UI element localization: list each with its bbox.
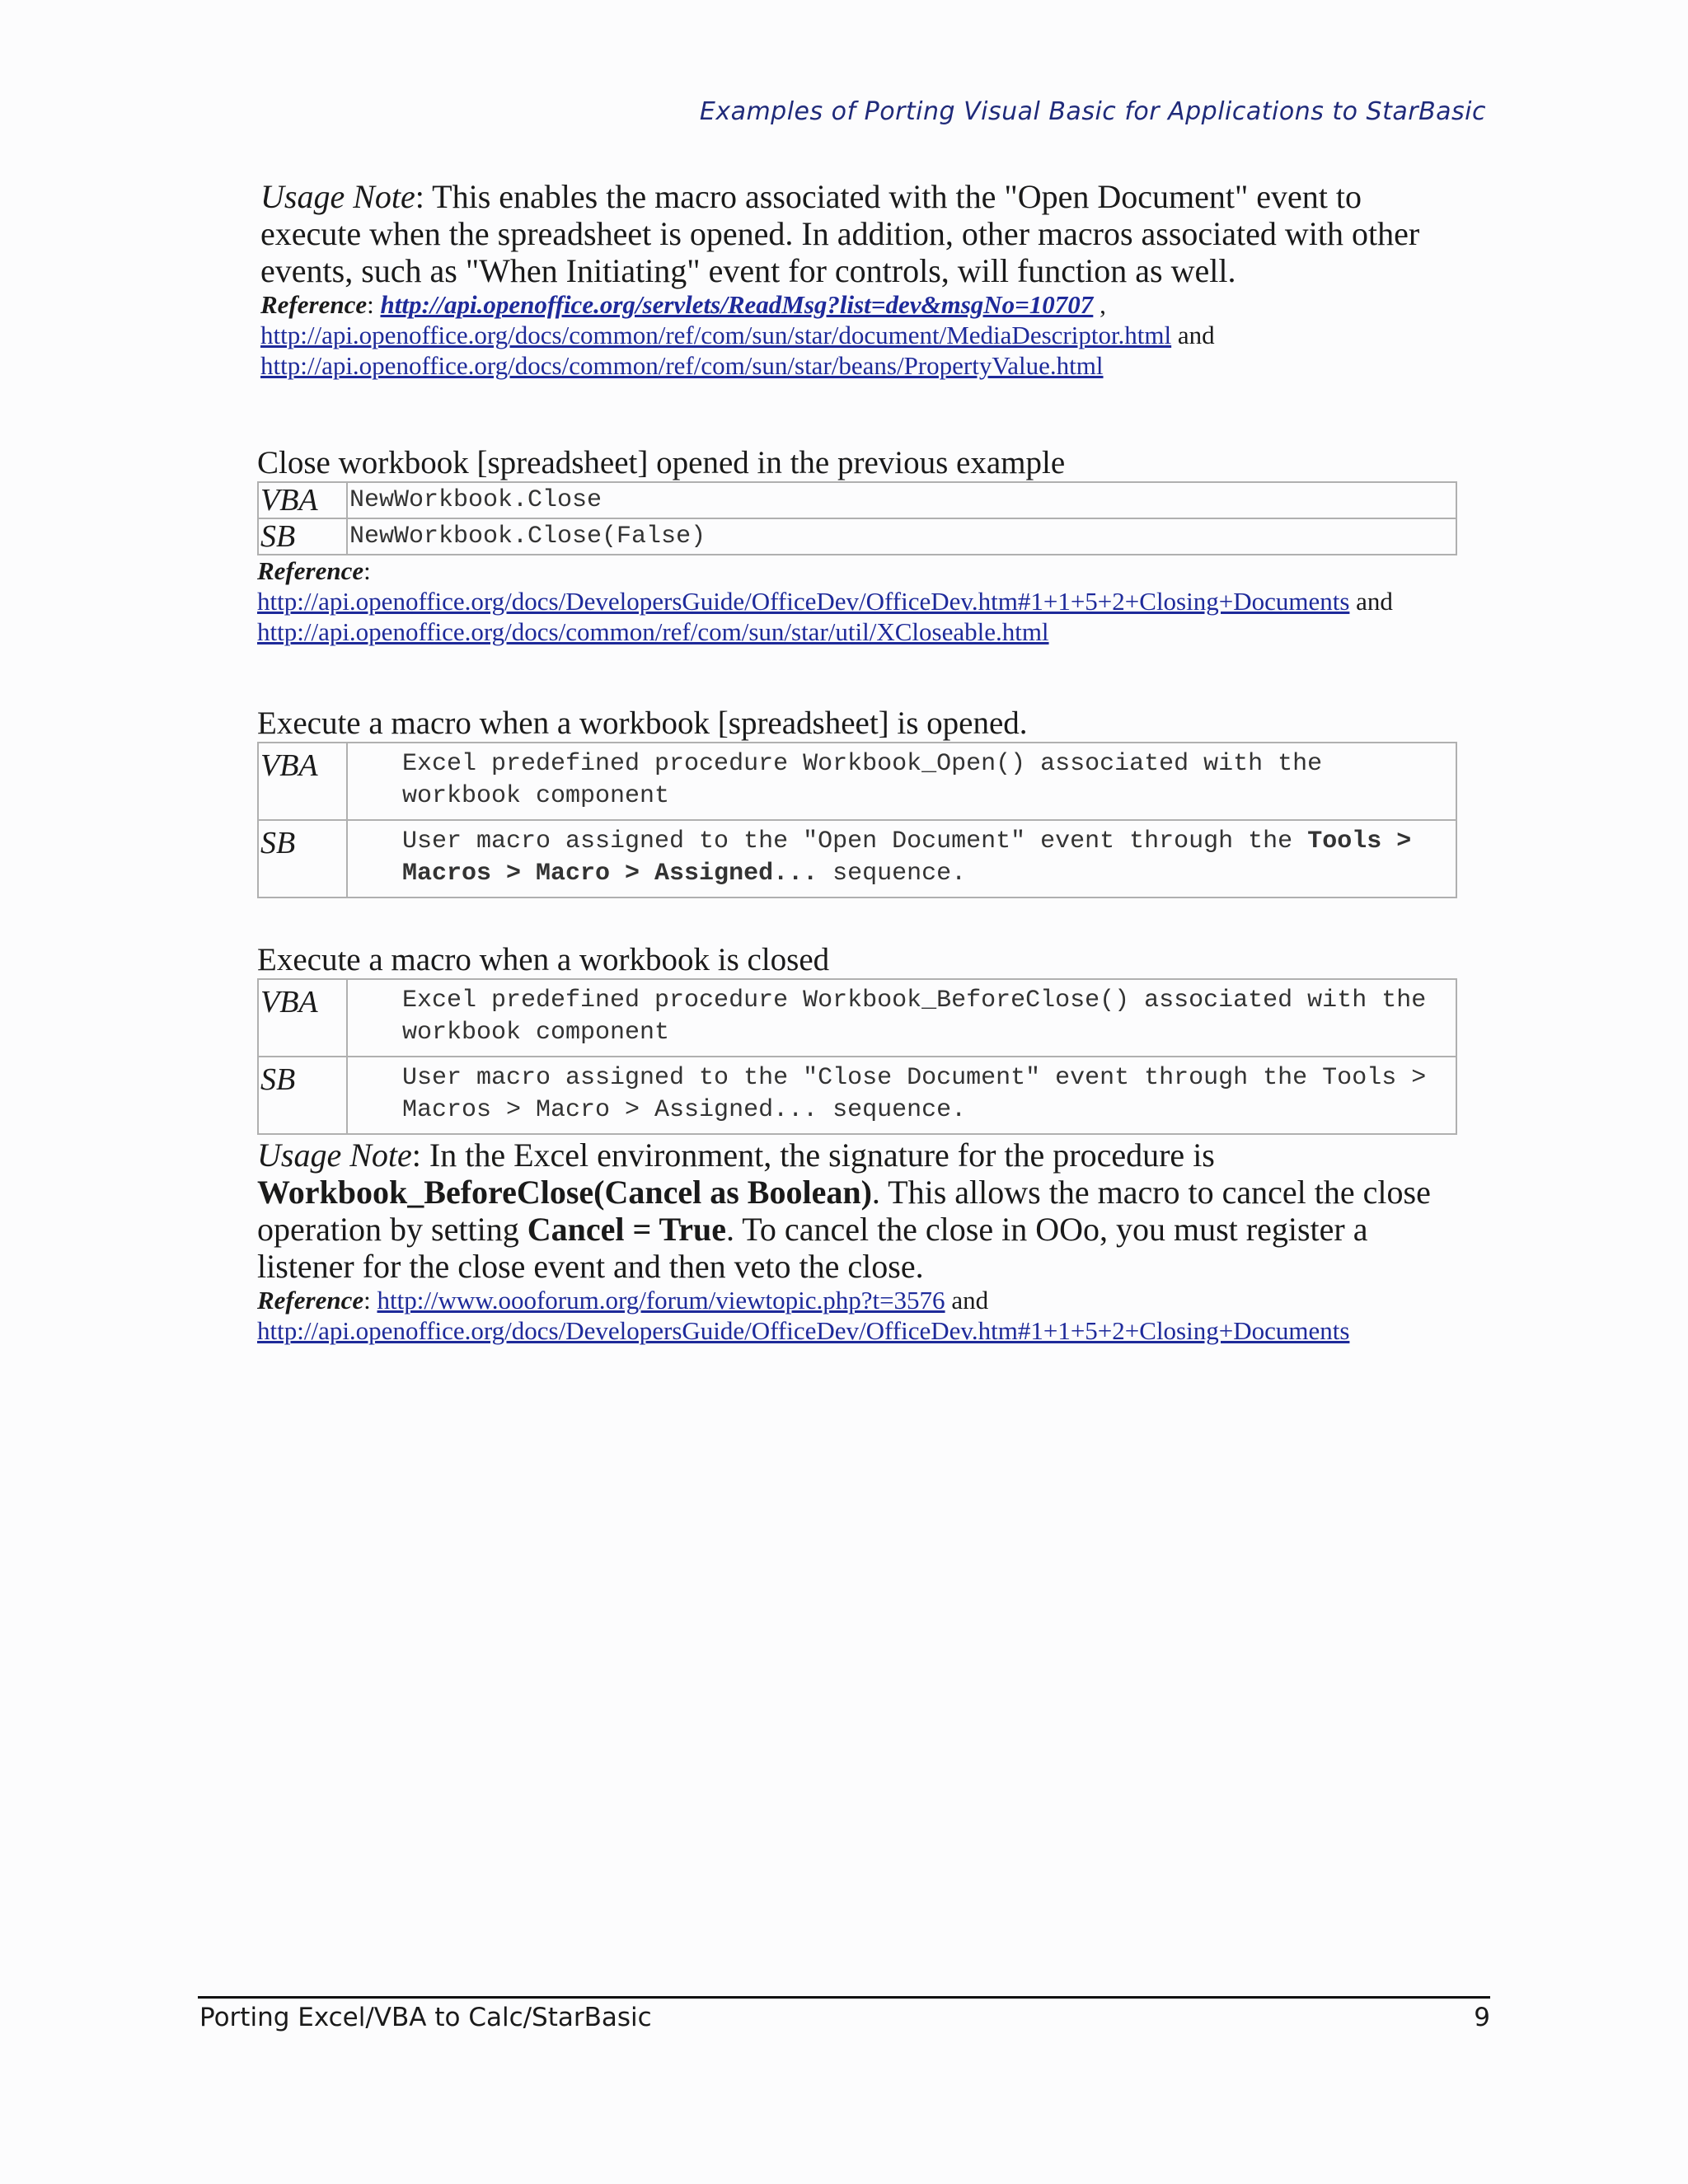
code-cell: NewWorkbook.Close(False) xyxy=(347,518,1456,555)
intro-usage-note: Usage Note: This enables the macro associated with the "Open Document" event to execute when the spreadsheet is opened. In addition, other macros associated with other events, such as "When Initiating" event for controls, will function as well. xyxy=(260,178,1420,289)
reference-link[interactable]: http://api.openoffice.org/docs/common/ref/com/sun/star/document/MediaDescriptor.html xyxy=(260,321,1172,349)
reference-link[interactable]: http://www.oooforum.org/forum/viewtopic.php?t=3576 xyxy=(377,1286,945,1315)
comparison-table xyxy=(257,742,1457,898)
usage-note-label: Usage Note xyxy=(260,178,415,215)
footer-title: Porting Excel/VBA to Calc/StarBasic xyxy=(199,2003,652,2032)
close-workbook-section xyxy=(257,445,1459,647)
lang-cell: SB xyxy=(258,1057,347,1134)
page-number: 9 xyxy=(1474,2003,1490,2032)
menu-path: Tools > Macros > Macro > Assigned... xyxy=(402,827,1412,888)
reference-link[interactable]: http://api.openoffice.org/docs/common/ref/com/sun/star/beans/PropertyValue.html xyxy=(260,351,1104,380)
intro-reference: Reference: http://api.openoffice.org/servlets/ReadMsg?list=dev&msgNo=10707 , http://api.openoffice.org/docs/common/ref/com/sun/star/document/MediaDescriptor.html and http://api.openoffice.org/docs/common/ref/com/sun/star/beans/PropertyValue.html xyxy=(260,290,1215,380)
intro-block xyxy=(260,178,1462,381)
reference: Reference: http://api.openoffice.org/docs/DevelopersGuide/OfficeDev/OfficeDev.htm#1+1+5+2+Closing+Documents and http://api.openoffice.org/docs/common/ref/com/sun/star/util/XCloseable.html xyxy=(257,556,1393,646)
code-cell: User macro assigned to the "Open Document" event through the Tools > Macros > Macro > Assigned... sequence. xyxy=(347,820,1456,898)
section-title: Execute a macro when a workbook [spreadsheet] is opened. xyxy=(257,705,1028,741)
table-row xyxy=(258,1057,1456,1134)
lang-cell: VBA xyxy=(258,979,347,1057)
comparison-table xyxy=(257,481,1457,555)
running-header: Examples of Porting Visual Basic for Applications to StarBasic xyxy=(699,97,1486,126)
lang-cell: VBA xyxy=(258,482,347,518)
footer-rule xyxy=(198,1996,1490,1999)
lang-cell: SB xyxy=(258,518,347,555)
table-row xyxy=(258,518,1456,555)
usage-note-label: Usage Note xyxy=(257,1137,412,1174)
comparison-table xyxy=(257,978,1457,1135)
reference-link[interactable]: http://api.openoffice.org/docs/common/ref/com/sun/star/util/XCloseable.html xyxy=(257,617,1049,646)
reference-link[interactable]: http://api.openoffice.org/docs/DevelopersGuide/OfficeDev/OfficeDev.htm#1+1+5+2+Closing+Documents xyxy=(257,587,1350,616)
code-cell: Excel predefined procedure Workbook_Open() associated with the workbook component xyxy=(347,743,1456,820)
reference-label: Reference xyxy=(260,290,368,319)
table-row xyxy=(258,743,1456,820)
open-macro-section xyxy=(257,705,1459,898)
table-row xyxy=(258,820,1456,898)
code-cell: NewWorkbook.Close xyxy=(347,482,1456,518)
section-title: Execute a macro when a workbook is closed xyxy=(257,942,830,977)
reference-link[interactable]: http://api.openoffice.org/servlets/ReadMsg?list=dev&msgNo=10707 xyxy=(380,290,1094,319)
lang-cell: VBA xyxy=(258,743,347,820)
table-row xyxy=(258,482,1456,518)
section-title: Close workbook [spreadsheet] opened in the previous example xyxy=(257,445,1066,480)
code-cell: User macro assigned to the "Close Document" event through the Tools > Macros > Macro > Assigned... sequence. xyxy=(347,1057,1456,1134)
close-macro-section xyxy=(257,942,1459,1346)
table-row xyxy=(258,979,1456,1057)
reference: Reference: http://www.oooforum.org/forum/viewtopic.php?t=3576 and http://api.openoffice.org/docs/DevelopersGuide/OfficeDev/OfficeDev.htm#1+1+5+2+Closing+Documents xyxy=(257,1286,1350,1345)
reference-label: Reference xyxy=(257,1286,364,1315)
reference-link[interactable]: http://api.openoffice.org/docs/DevelopersGuide/OfficeDev/OfficeDev.htm#1+1+5+2+Closing+Documents xyxy=(257,1316,1350,1345)
usage-note: Usage Note: In the Excel environment, the signature for the procedure is Workbook_BeforeClose(Cancel as Boolean). This allows the macro to cancel the close operation by setting Cancel = True. To cancel the close in OOo, you must register a listener for the close event and then veto the close. xyxy=(257,1137,1431,1285)
code-cell: Excel predefined procedure Workbook_BeforeClose() associated with the workbook component xyxy=(347,979,1456,1057)
reference-label: Reference xyxy=(257,556,364,585)
lang-cell: SB xyxy=(258,820,347,898)
